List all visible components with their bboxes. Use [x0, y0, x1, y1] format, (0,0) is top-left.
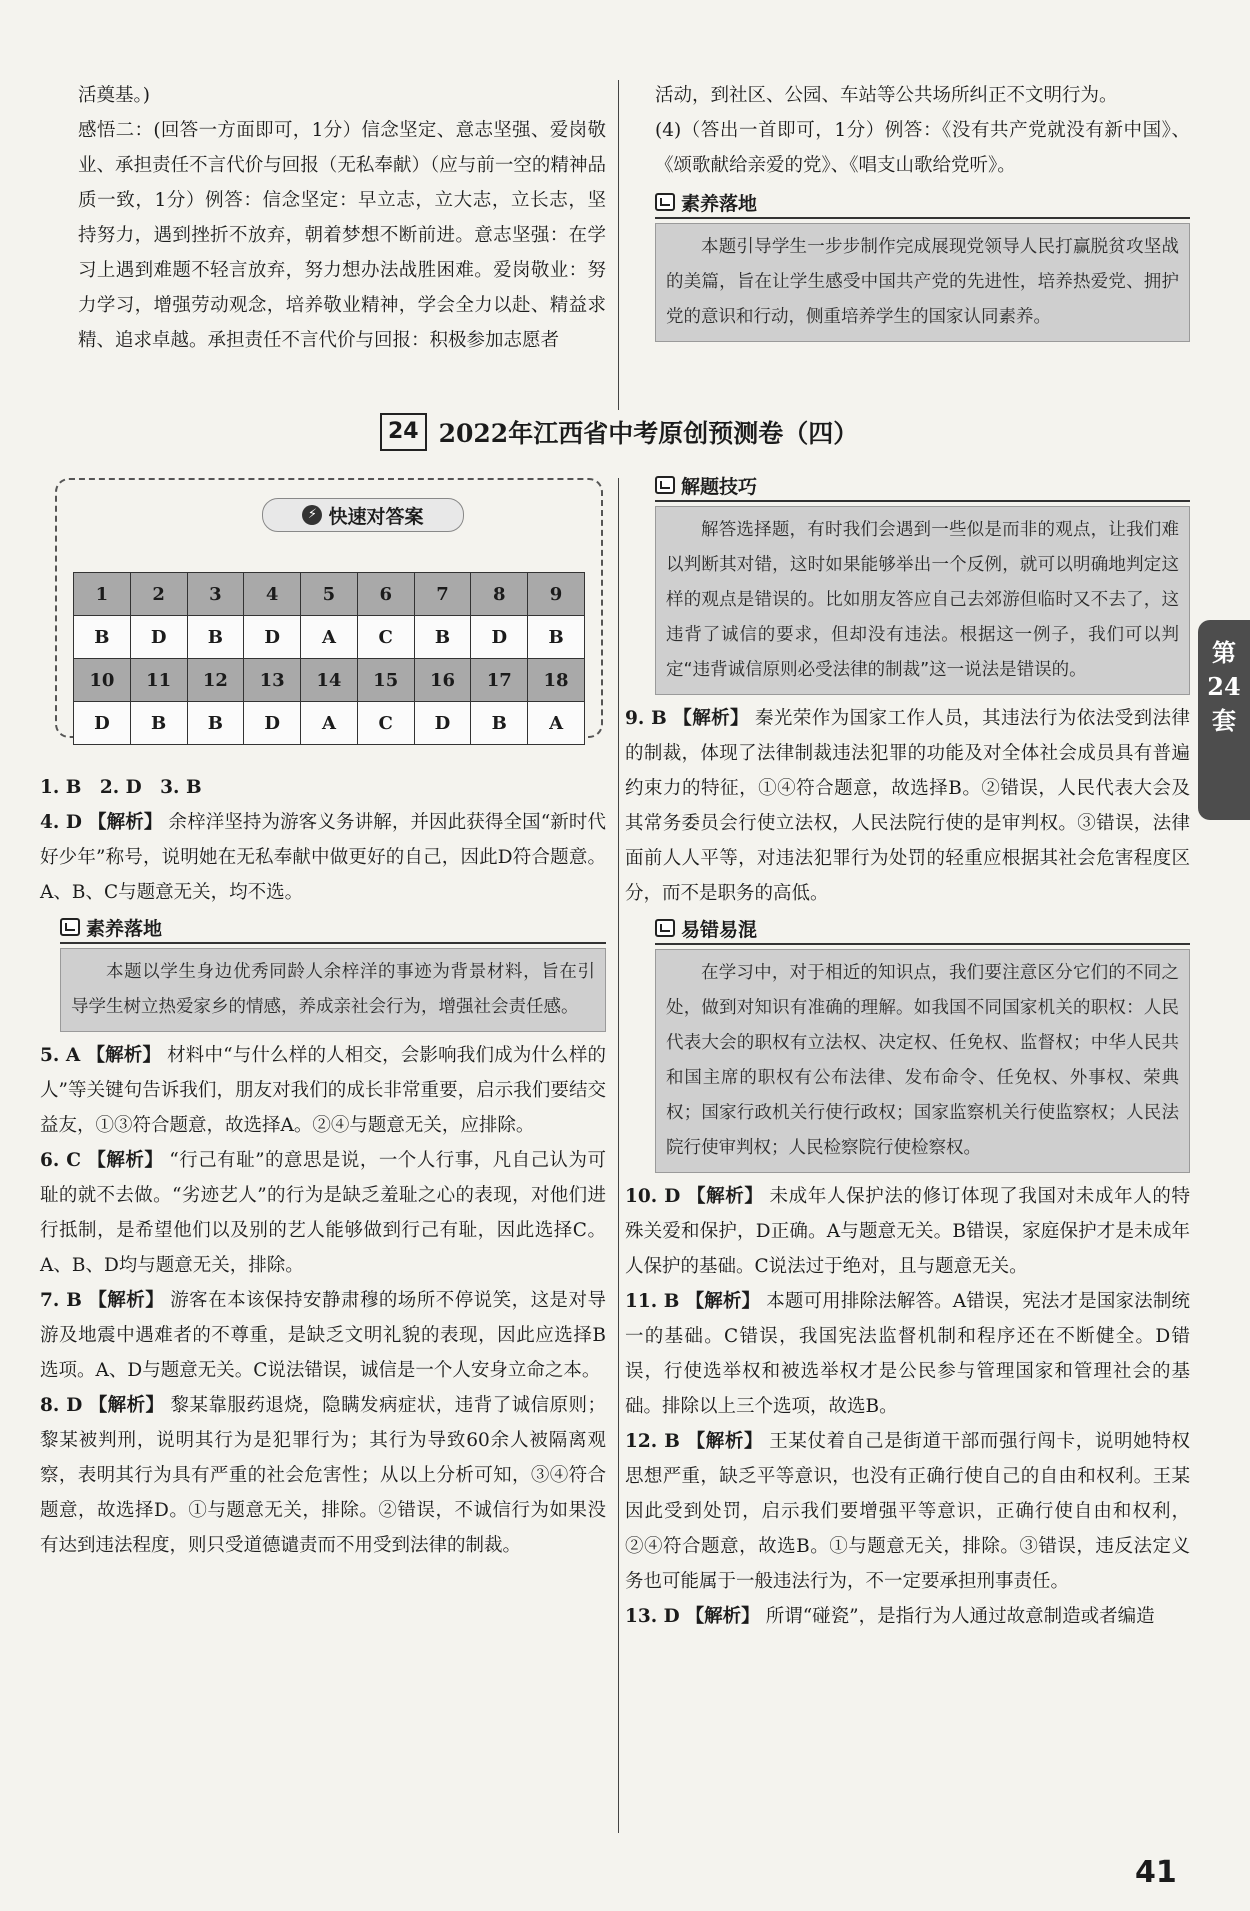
- answer-value: D: [471, 616, 528, 659]
- question-9: [625, 701, 1190, 911]
- question-11-text: 本题可用排除法解答。A错误，宪法才是国家法制统一的基础。C错误，我国宪法监督机制和程序还在不断健全。D错误，行使选举权和被选举权才是公民参与管理国家和管理社会的基础。排除以上三个选项，故选B。: [625, 1291, 1190, 1417]
- section-header-confusion: [655, 913, 1190, 945]
- exam-number-badge: 24: [380, 413, 427, 451]
- answer-num: 3: [187, 573, 244, 616]
- analysis-tag: 【解析】: [86, 1045, 162, 1066]
- top-left-paragraph: 感悟二：(回答一方面即可，1分）信念坚定、意志坚强、爱岗敬业、承担责任不言代价与回报（无私奉献）（应与前一空的精神品质一致，1分）例答：信念坚定：早立志，立大志，立长志，坚持努力，遇到挫折不放弃，朝着梦想不断前进。意志坚强：在学习上遇到难题不轻言放弃，努力想办法战胜困难。爱岗敬业：努力学习，增强劳动观念，培养敬业精神，学会全力以赴、精益求精、追求卓越。承担责任不言代价与回报：积极参加志愿者: [78, 120, 606, 351]
- answer-num: 5: [301, 573, 358, 616]
- answer-table: [73, 572, 585, 745]
- question-11: [625, 1284, 1190, 1424]
- set-number-tab: [1198, 620, 1250, 820]
- answer-value: B: [414, 616, 471, 659]
- answers-1-3: [40, 770, 606, 805]
- top-column-divider: [618, 80, 619, 410]
- main-column-divider: [618, 478, 619, 1833]
- analysis-tag: 【解析】: [87, 812, 163, 833]
- quick-answer-title: [262, 498, 464, 532]
- answer-value: C: [357, 702, 414, 745]
- set-tab-line-2: 24: [1207, 672, 1241, 701]
- analysis-tag: 【解析】: [86, 1150, 164, 1171]
- analysis-tag: 【解析】: [672, 708, 749, 729]
- question-4-number: 4. D: [40, 812, 82, 833]
- answer-num: 18: [528, 659, 585, 702]
- analysis-tag: 【解析】: [685, 1291, 761, 1312]
- section-icon: [655, 193, 675, 211]
- answer-row-numbers-1: [74, 573, 585, 616]
- answer-num: 17: [471, 659, 528, 702]
- question-7-text: 游客在本该保持安静肃穆的场所不停说笑，这是对导游及地震中遇难者的不尊重，是缺乏文明礼貌的表现，因此应选择B选项。A、D与题意无关。C说法错误，诚信是一个人安身立命之本。: [40, 1290, 606, 1381]
- question-7: [40, 1283, 606, 1388]
- answer-value: A: [301, 702, 358, 745]
- analysis-tag: 【解析】: [685, 1606, 760, 1627]
- section-title: 易错易混: [681, 918, 758, 941]
- answer-num: 6: [357, 573, 414, 616]
- quick-answer-card: [55, 478, 603, 738]
- set-tab-line-3: 套: [1212, 706, 1236, 735]
- answer-num: 1: [74, 573, 131, 616]
- answer-num: 8: [471, 573, 528, 616]
- question-13-text: 所谓“碰瓷”，是指行为人通过故意制造或者编造: [765, 1606, 1155, 1627]
- section-icon: [655, 919, 675, 937]
- literacy-box-left: 本题以学生身边优秀同龄人余梓洋的事迹为背景材料，旨在引导学生树立热爱家乡的情感，养成亲社会行为，增强社会责任感。: [60, 948, 606, 1032]
- answer-num: 13: [244, 659, 301, 702]
- right-column: [625, 470, 1190, 1634]
- question-10-number: 10. D: [625, 1186, 681, 1207]
- question-11-number: 11. B: [625, 1291, 680, 1312]
- answer-row-values-2: [74, 702, 585, 745]
- answer-value: B: [471, 702, 528, 745]
- answer-value: B: [528, 616, 585, 659]
- question-6-text: “行己有耻”的意思是说，一个人行事，凡自己认为可耻的就不去做。“劣迹艺人”的行为是缺乏羞耻之心的表现，对他们进行抵制，是希望他们以及别的艺人能够做到行己有耻，因此选择C。A、B、D均与题意无关，排除。: [40, 1150, 606, 1276]
- tips-box: 解答选择题，有时我们会遇到一些似是而非的观点，让我们难以判断其对错，这时如果能够举出一个反例，就可以明确地判定这样的观点是错误的。比如朋友答应自己去郊游但临时又不去了，这违背了诚信的要求，但却没有违法。根据这一例子，我们可以判定“违背诚信原则必受法律的制裁”这一说法是错误的。: [655, 506, 1190, 695]
- top-left-line-1: 活奠基。): [78, 85, 150, 106]
- question-10: [625, 1179, 1190, 1284]
- answer-value: A: [528, 702, 585, 745]
- answer-num: 12: [187, 659, 244, 702]
- question-13: [625, 1599, 1190, 1634]
- answer-value: B: [74, 616, 131, 659]
- answer-value: B: [187, 702, 244, 745]
- section-title: 解题技巧: [681, 475, 758, 498]
- top-right-line-1: 活动，到社区、公园、车站等公共场所纠正不文明行为。: [655, 85, 1118, 106]
- answer-num: 10: [74, 659, 131, 702]
- section-icon: [655, 476, 675, 494]
- answer-num: 4: [244, 573, 301, 616]
- page-number: 41: [1135, 1855, 1177, 1890]
- question-8: [40, 1388, 606, 1563]
- question-9-text: 秦光荣作为国家工作人员，其违法行为依法受到法律的制裁，体现了法律制裁违法犯罪的功能及对全体社会成员具有普遍约束力的特征，①④符合题意，故选择B。②错误，人民代表大会及其常务委员会行使立法权，人民法院行使的是审判权。③错误，法律面前人人平等，对违法犯罪行为处罚的轻重应根据其社会危害程度区分，而不是职务的高低。: [625, 708, 1190, 904]
- exam-title: [380, 410, 858, 454]
- answer-value: C: [357, 616, 414, 659]
- exam-title-text: 2022年江西省中考原创预测卷（四）: [438, 419, 859, 448]
- question-12-text: 王某仗着自己是街道干部而强行闯卡，说明她特权思想严重，缺乏平等意识，也没有正确行使自己的自由和权利。王某因此受到处罚，启示我们要增强平等意识，正确行使自由和权利，②④符合题意，故选B。①与题意无关，排除。③错误，违反法定义务也可能属于一般违法行为，不一定要承担刑事责任。: [625, 1431, 1190, 1592]
- answer-num: 9: [528, 573, 585, 616]
- analysis-tag: 【解析】: [685, 1431, 764, 1452]
- section-title: 素养落地: [86, 917, 163, 940]
- set-tab-line-1: 第: [1212, 638, 1236, 667]
- answer-row-values-1: [74, 616, 585, 659]
- section-header-tips: [655, 470, 1190, 502]
- answer-num: 11: [130, 659, 187, 702]
- section-icon: [60, 918, 80, 936]
- question-5-text: 材料中“与什么样的人相交，会影响我们成为什么样的人”等关键句告诉我们，朋友对我们的成长非常重要，启示我们要结交益友，①③符合题意，故选择A。②④与题意无关，应排除。: [40, 1045, 606, 1136]
- answer-row-numbers-2: [74, 659, 585, 702]
- question-12-number: 12. B: [625, 1431, 680, 1452]
- left-column: [40, 770, 606, 1563]
- answer-value: B: [187, 616, 244, 659]
- confusion-box: 在学习中，对于相近的知识点，我们要注意区分它们的不同之处，做到对知识有准确的理解。如我国不同国家机关的职权：人民代表大会的职权有立法权、决定权、任免权、监督权；中华人民共和国主席的职权有公布法律、发布命令、任免权、外事权、荣典权；国家行政机关行使行政权；国家监察机关行使监察权；人民法院行使审判权；人民检察院行使检察权。: [655, 949, 1190, 1173]
- quick-answer-title-text: 快速对答案: [328, 505, 424, 528]
- answers-1-3-text: 1. B 2. D 3. B: [40, 777, 202, 798]
- answer-value: D: [244, 702, 301, 745]
- analysis-tag: 【解析】: [686, 1186, 764, 1207]
- question-8-text: 黎某靠服药退烧，隐瞒发病症状，违背了诚信原则；黎某被判刑，说明其行为是犯罪行为；其行为导致60余人被隔离观察，表明其行为具有严重的社会危害性；从以上分析可知，③④符合题意，故选择D。①与题意无关，排除。②错误，不诚信行为如果没有达到违法程度，则只受道德谴责而不用受到法律的制裁。: [40, 1395, 606, 1556]
- question-13-number: 13. D: [625, 1606, 680, 1627]
- answer-num: 7: [414, 573, 471, 616]
- answer-value: D: [414, 702, 471, 745]
- section-title: 素养落地: [681, 192, 758, 215]
- top-right-line-2: (4)（答出一首即可，1分）例答：《没有共产党就没有新中国》、《颂歌献给亲爱的党》、《唱支山歌给党听》。: [655, 120, 1190, 176]
- question-4: [40, 805, 606, 910]
- answer-value: A: [301, 616, 358, 659]
- section-header-literacy-left: [60, 912, 606, 944]
- question-12: [625, 1424, 1190, 1599]
- analysis-tag: 【解析】: [87, 1290, 165, 1311]
- answer-num: 14: [301, 659, 358, 702]
- literacy-box-top: 本题引导学生一步步制作完成展现党领导人民打赢脱贫攻坚战的美篇，旨在让学生感受中国共产党的先进性，培养热爱党、拥护党的意识和行动，侧重培养学生的国家认同素养。: [655, 223, 1190, 342]
- answer-value: D: [244, 616, 301, 659]
- question-4-text: 余梓洋坚持为游客义务讲解，并因此获得全国“新时代好少年”称号，说明她在无私奉献中做更好的自己，因此D符合题意。A、B、C与题意无关，均不选。: [40, 812, 606, 903]
- question-5-number: 5. A: [40, 1045, 81, 1066]
- answer-num: 16: [414, 659, 471, 702]
- question-7-number: 7. B: [40, 1290, 82, 1311]
- question-6: [40, 1143, 606, 1283]
- top-right-column: [655, 78, 1190, 342]
- answer-value: D: [74, 702, 131, 745]
- analysis-tag: 【解析】: [88, 1395, 165, 1416]
- lightning-icon: ⚡: [302, 505, 322, 525]
- top-left-column: [78, 78, 606, 358]
- question-5: [40, 1038, 606, 1143]
- question-8-number: 8. D: [40, 1395, 83, 1416]
- answer-num: 2: [130, 573, 187, 616]
- section-header-literacy-top: [655, 187, 1190, 219]
- answer-value: B: [130, 702, 187, 745]
- question-9-number: 9. B: [625, 708, 667, 729]
- question-10-text: 未成年人保护法的修订体现了我国对未成年人的特殊关爱和保护，D正确。A与题意无关。B错误，家庭保护才是未成年人保护的基础。C说法过于绝对，且与题意无关。: [625, 1186, 1190, 1277]
- question-6-number: 6. C: [40, 1150, 81, 1171]
- answer-num: 15: [357, 659, 414, 702]
- answer-value: D: [130, 616, 187, 659]
